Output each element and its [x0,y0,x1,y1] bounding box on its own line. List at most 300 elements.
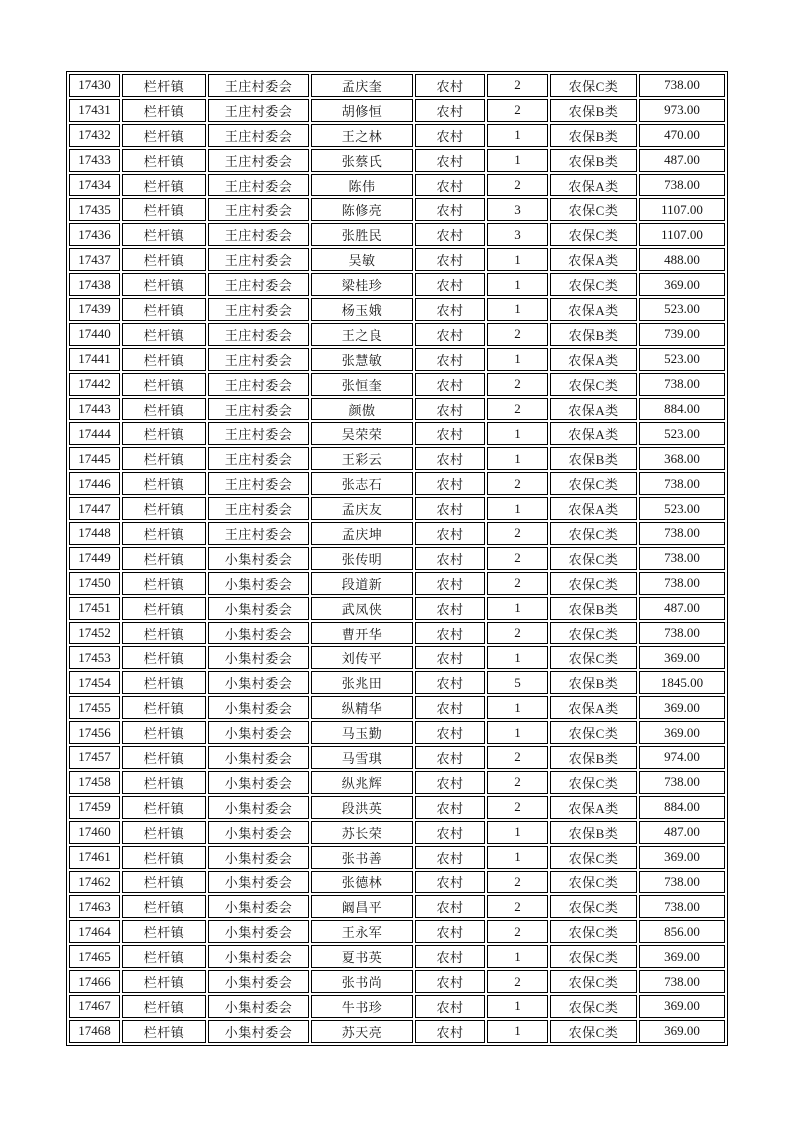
residence-type-cell: 农村 [415,821,485,844]
insurance-class-cell: 农保C类 [550,646,637,669]
person-count-cell: 2 [487,920,548,943]
residence-type-cell: 农村 [415,298,485,321]
person-name-cell: 张蔡氏 [311,149,413,172]
village-committee-cell: 小集村委会 [208,945,309,968]
amount-cell: 368.00 [639,447,725,470]
person-count-cell: 2 [487,970,548,993]
record-id-cell: 17445 [69,447,120,470]
insurance-class-cell: 农保C类 [550,223,637,246]
insurance-class-cell: 农保C类 [550,198,637,221]
town-cell: 栏杆镇 [122,348,206,371]
person-count-cell: 1 [487,995,548,1018]
residence-type-cell: 农村 [415,970,485,993]
residence-type-cell: 农村 [415,622,485,645]
town-cell: 栏杆镇 [122,223,206,246]
record-id-cell: 17432 [69,124,120,147]
person-name-cell: 张恒奎 [311,373,413,396]
residence-type-cell: 农村 [415,696,485,719]
person-name-cell: 武凤侠 [311,597,413,620]
village-committee-cell: 小集村委会 [208,796,309,819]
table-row [69,920,725,943]
table-row [69,821,725,844]
record-id-cell: 17466 [69,970,120,993]
residence-type-cell: 农村 [415,572,485,595]
amount-cell: 470.00 [639,124,725,147]
town-cell: 栏杆镇 [122,597,206,620]
insurance-class-cell: 农保C类 [550,920,637,943]
record-id-cell: 17440 [69,323,120,346]
amount-cell: 369.00 [639,1020,725,1043]
town-cell: 栏杆镇 [122,1020,206,1043]
village-committee-cell: 小集村委会 [208,871,309,894]
record-id-cell: 17451 [69,597,120,620]
person-count-cell: 1 [487,945,548,968]
person-count-cell: 5 [487,671,548,694]
town-cell: 栏杆镇 [122,198,206,221]
amount-cell: 523.00 [639,497,725,520]
residence-type-cell: 农村 [415,871,485,894]
person-name-cell: 王彩云 [311,447,413,470]
person-count-cell: 1 [487,422,548,445]
table-row [69,1020,725,1043]
village-committee-cell: 王庄村委会 [208,149,309,172]
village-committee-cell: 小集村委会 [208,646,309,669]
residence-type-cell: 农村 [415,273,485,296]
amount-cell: 973.00 [639,99,725,122]
record-id-cell: 17438 [69,273,120,296]
insurance-class-cell: 农保A类 [550,174,637,197]
insurance-class-cell: 农保C类 [550,721,637,744]
record-id-cell: 17461 [69,846,120,869]
insurance-class-cell: 农保A类 [550,348,637,371]
town-cell: 栏杆镇 [122,746,206,769]
person-count-cell: 1 [487,348,548,371]
record-id-cell: 17465 [69,945,120,968]
amount-cell: 884.00 [639,398,725,421]
insurance-class-cell: 农保C类 [550,945,637,968]
amount-cell: 523.00 [639,422,725,445]
person-count-cell: 2 [487,373,548,396]
village-committee-cell: 小集村委会 [208,1020,309,1043]
person-name-cell: 杨玉娥 [311,298,413,321]
town-cell: 栏杆镇 [122,248,206,271]
person-count-cell: 2 [487,796,548,819]
person-name-cell: 张慧敏 [311,348,413,371]
person-count-cell: 1 [487,696,548,719]
record-id-cell: 17463 [69,895,120,918]
amount-cell: 738.00 [639,622,725,645]
insurance-class-cell: 农保B类 [550,149,637,172]
person-count-cell: 2 [487,895,548,918]
amount-cell: 738.00 [639,547,725,570]
amount-cell: 884.00 [639,796,725,819]
record-id-cell: 17464 [69,920,120,943]
residence-type-cell: 农村 [415,945,485,968]
village-committee-cell: 王庄村委会 [208,398,309,421]
amount-cell: 369.00 [639,273,725,296]
town-cell: 栏杆镇 [122,771,206,794]
insurance-class-cell: 农保C类 [550,970,637,993]
village-committee-cell: 王庄村委会 [208,74,309,97]
table-body [69,74,725,1043]
insurance-class-cell: 农保B类 [550,597,637,620]
town-cell: 栏杆镇 [122,74,206,97]
record-id-cell: 17456 [69,721,120,744]
village-committee-cell: 王庄村委会 [208,298,309,321]
town-cell: 栏杆镇 [122,422,206,445]
insurance-class-cell: 农保C类 [550,74,637,97]
village-committee-cell: 王庄村委会 [208,447,309,470]
amount-cell: 856.00 [639,920,725,943]
table-row [69,149,725,172]
amount-cell: 738.00 [639,895,725,918]
residence-type-cell: 农村 [415,447,485,470]
village-committee-cell: 小集村委会 [208,547,309,570]
person-count-cell: 3 [487,223,548,246]
amount-cell: 369.00 [639,696,725,719]
amount-cell: 369.00 [639,721,725,744]
village-committee-cell: 王庄村委会 [208,348,309,371]
insurance-class-cell: 农保B类 [550,746,637,769]
residence-type-cell: 农村 [415,472,485,495]
town-cell: 栏杆镇 [122,796,206,819]
amount-cell: 487.00 [639,821,725,844]
residence-type-cell: 农村 [415,223,485,246]
village-committee-cell: 小集村委会 [208,597,309,620]
residence-type-cell: 农村 [415,74,485,97]
amount-cell: 738.00 [639,970,725,993]
table-row [69,945,725,968]
table-row [69,696,725,719]
table-row [69,398,725,421]
town-cell: 栏杆镇 [122,696,206,719]
person-count-cell: 1 [487,721,548,744]
table-row [69,373,725,396]
amount-cell: 738.00 [639,472,725,495]
village-committee-cell: 小集村委会 [208,671,309,694]
residence-type-cell: 农村 [415,124,485,147]
insurance-class-cell: 农保A类 [550,398,637,421]
residence-type-cell: 农村 [415,323,485,346]
person-count-cell: 2 [487,472,548,495]
table-row [69,995,725,1018]
residence-type-cell: 农村 [415,846,485,869]
village-committee-cell: 王庄村委会 [208,323,309,346]
insurance-class-cell: 农保C类 [550,522,637,545]
person-count-cell: 1 [487,273,548,296]
town-cell: 栏杆镇 [122,547,206,570]
insurance-class-cell: 农保C类 [550,622,637,645]
town-cell: 栏杆镇 [122,995,206,1018]
insurance-class-cell: 农保A类 [550,696,637,719]
residence-type-cell: 农村 [415,1020,485,1043]
person-count-cell: 2 [487,771,548,794]
table-row [69,497,725,520]
record-id-cell: 17431 [69,99,120,122]
village-committee-cell: 小集村委会 [208,622,309,645]
record-id-cell: 17455 [69,696,120,719]
person-name-cell: 吴敏 [311,248,413,271]
person-name-cell: 马玉勤 [311,721,413,744]
person-name-cell: 张兆田 [311,671,413,694]
record-id-cell: 17467 [69,995,120,1018]
person-name-cell: 牛书珍 [311,995,413,1018]
amount-cell: 1107.00 [639,223,725,246]
village-committee-cell: 小集村委会 [208,895,309,918]
amount-cell: 738.00 [639,871,725,894]
residence-type-cell: 农村 [415,895,485,918]
table-row [69,895,725,918]
person-name-cell: 张传明 [311,547,413,570]
residence-type-cell: 农村 [415,796,485,819]
table-row [69,323,725,346]
table-row [69,298,725,321]
person-name-cell: 孟庆友 [311,497,413,520]
insurance-class-cell: 农保B类 [550,99,637,122]
insurance-class-cell: 农保C类 [550,273,637,296]
residence-type-cell: 农村 [415,920,485,943]
insurance-class-cell: 农保C类 [550,871,637,894]
table-row [69,472,725,495]
person-name-cell: 胡修恒 [311,99,413,122]
town-cell: 栏杆镇 [122,920,206,943]
village-committee-cell: 王庄村委会 [208,248,309,271]
town-cell: 栏杆镇 [122,298,206,321]
record-id-cell: 17460 [69,821,120,844]
person-count-cell: 1 [487,149,548,172]
table-row [69,248,725,271]
record-id-cell: 17434 [69,174,120,197]
person-count-cell: 2 [487,746,548,769]
person-name-cell: 陈伟 [311,174,413,197]
record-id-cell: 17444 [69,422,120,445]
table-row [69,174,725,197]
insurance-class-cell: 农保B类 [550,447,637,470]
village-committee-cell: 王庄村委会 [208,198,309,221]
residence-type-cell: 农村 [415,198,485,221]
amount-cell: 739.00 [639,323,725,346]
person-name-cell: 刘传平 [311,646,413,669]
town-cell: 栏杆镇 [122,871,206,894]
person-count-cell: 2 [487,547,548,570]
town-cell: 栏杆镇 [122,398,206,421]
table-row [69,572,725,595]
record-id-cell: 17435 [69,198,120,221]
person-name-cell: 王之良 [311,323,413,346]
person-count-cell: 2 [487,572,548,595]
person-count-cell: 1 [487,447,548,470]
benefits-table [66,71,728,1046]
amount-cell: 488.00 [639,248,725,271]
village-committee-cell: 小集村委会 [208,920,309,943]
residence-type-cell: 农村 [415,248,485,271]
person-count-cell: 3 [487,198,548,221]
amount-cell: 1845.00 [639,671,725,694]
person-name-cell: 张德林 [311,871,413,894]
village-committee-cell: 王庄村委会 [208,472,309,495]
table-row [69,124,725,147]
town-cell: 栏杆镇 [122,472,206,495]
village-committee-cell: 小集村委会 [208,970,309,993]
town-cell: 栏杆镇 [122,124,206,147]
person-name-cell: 段洪英 [311,796,413,819]
insurance-class-cell: 农保B类 [550,323,637,346]
insurance-class-cell: 农保C类 [550,846,637,869]
amount-cell: 738.00 [639,74,725,97]
village-committee-cell: 小集村委会 [208,746,309,769]
person-name-cell: 阚昌平 [311,895,413,918]
town-cell: 栏杆镇 [122,99,206,122]
person-count-cell: 2 [487,99,548,122]
person-name-cell: 曹开华 [311,622,413,645]
table-row [69,970,725,993]
town-cell: 栏杆镇 [122,447,206,470]
person-name-cell: 孟庆奎 [311,74,413,97]
person-count-cell: 1 [487,821,548,844]
table-row [69,846,725,869]
record-id-cell: 17450 [69,572,120,595]
insurance-class-cell: 农保A类 [550,796,637,819]
village-committee-cell: 小集村委会 [208,696,309,719]
town-cell: 栏杆镇 [122,895,206,918]
insurance-class-cell: 农保C类 [550,895,637,918]
table-row [69,74,725,97]
amount-cell: 523.00 [639,348,725,371]
village-committee-cell: 王庄村委会 [208,422,309,445]
insurance-class-cell: 农保A类 [550,497,637,520]
residence-type-cell: 农村 [415,597,485,620]
village-committee-cell: 王庄村委会 [208,174,309,197]
record-id-cell: 17459 [69,796,120,819]
town-cell: 栏杆镇 [122,149,206,172]
town-cell: 栏杆镇 [122,497,206,520]
insurance-class-cell: 农保B类 [550,821,637,844]
record-id-cell: 17449 [69,547,120,570]
table-row [69,422,725,445]
table-row [69,871,725,894]
amount-cell: 523.00 [639,298,725,321]
village-committee-cell: 王庄村委会 [208,99,309,122]
residence-type-cell: 农村 [415,348,485,371]
record-id-cell: 17437 [69,248,120,271]
record-id-cell: 17452 [69,622,120,645]
record-id-cell: 17458 [69,771,120,794]
town-cell: 栏杆镇 [122,821,206,844]
table-row [69,198,725,221]
town-cell: 栏杆镇 [122,622,206,645]
table-row [69,771,725,794]
insurance-class-cell: 农保A类 [550,298,637,321]
record-id-cell: 17441 [69,348,120,371]
village-committee-cell: 王庄村委会 [208,373,309,396]
person-name-cell: 张书善 [311,846,413,869]
insurance-class-cell: 农保B类 [550,671,637,694]
person-name-cell: 夏书英 [311,945,413,968]
person-name-cell: 陈修亮 [311,198,413,221]
town-cell: 栏杆镇 [122,273,206,296]
town-cell: 栏杆镇 [122,522,206,545]
person-count-cell: 1 [487,646,548,669]
residence-type-cell: 农村 [415,771,485,794]
table-row [69,796,725,819]
person-name-cell: 王之林 [311,124,413,147]
person-count-cell: 1 [487,497,548,520]
amount-cell: 974.00 [639,746,725,769]
table-row [69,273,725,296]
table-row [69,447,725,470]
table-row [69,597,725,620]
amount-cell: 738.00 [639,771,725,794]
village-committee-cell: 小集村委会 [208,846,309,869]
person-name-cell: 张书尚 [311,970,413,993]
amount-cell: 369.00 [639,846,725,869]
residence-type-cell: 农村 [415,149,485,172]
person-name-cell: 吴荣荣 [311,422,413,445]
residence-type-cell: 农村 [415,174,485,197]
person-name-cell: 纵兆辉 [311,771,413,794]
insurance-class-cell: 农保C类 [550,771,637,794]
town-cell: 栏杆镇 [122,846,206,869]
record-id-cell: 17433 [69,149,120,172]
person-count-cell: 2 [487,323,548,346]
amount-cell: 738.00 [639,572,725,595]
person-name-cell: 张胜民 [311,223,413,246]
person-count-cell: 2 [487,174,548,197]
person-count-cell: 2 [487,74,548,97]
table-row [69,622,725,645]
residence-type-cell: 农村 [415,995,485,1018]
town-cell: 栏杆镇 [122,721,206,744]
insurance-class-cell: 农保C类 [550,995,637,1018]
record-id-cell: 17439 [69,298,120,321]
town-cell: 栏杆镇 [122,646,206,669]
person-name-cell: 苏天亮 [311,1020,413,1043]
record-id-cell: 17454 [69,671,120,694]
person-name-cell: 马雪琪 [311,746,413,769]
table-row [69,671,725,694]
insurance-class-cell: 农保C类 [550,1020,637,1043]
amount-cell: 738.00 [639,522,725,545]
residence-type-cell: 农村 [415,547,485,570]
town-cell: 栏杆镇 [122,572,206,595]
amount-cell: 1107.00 [639,198,725,221]
village-committee-cell: 王庄村委会 [208,223,309,246]
town-cell: 栏杆镇 [122,323,206,346]
record-id-cell: 17447 [69,497,120,520]
record-id-cell: 17457 [69,746,120,769]
insurance-class-cell: 农保C类 [550,547,637,570]
table-row [69,746,725,769]
record-id-cell: 17446 [69,472,120,495]
insurance-class-cell: 农保C类 [550,472,637,495]
town-cell: 栏杆镇 [122,373,206,396]
town-cell: 栏杆镇 [122,970,206,993]
residence-type-cell: 农村 [415,721,485,744]
insurance-class-cell: 农保A类 [550,422,637,445]
town-cell: 栏杆镇 [122,174,206,197]
residence-type-cell: 农村 [415,746,485,769]
person-name-cell: 王永军 [311,920,413,943]
table-row [69,522,725,545]
person-count-cell: 1 [487,298,548,321]
insurance-class-cell: 农保C类 [550,373,637,396]
village-committee-cell: 王庄村委会 [208,522,309,545]
table-row [69,646,725,669]
record-id-cell: 17443 [69,398,120,421]
person-name-cell: 段道新 [311,572,413,595]
person-name-cell: 梁桂珍 [311,273,413,296]
person-count-cell: 1 [487,846,548,869]
